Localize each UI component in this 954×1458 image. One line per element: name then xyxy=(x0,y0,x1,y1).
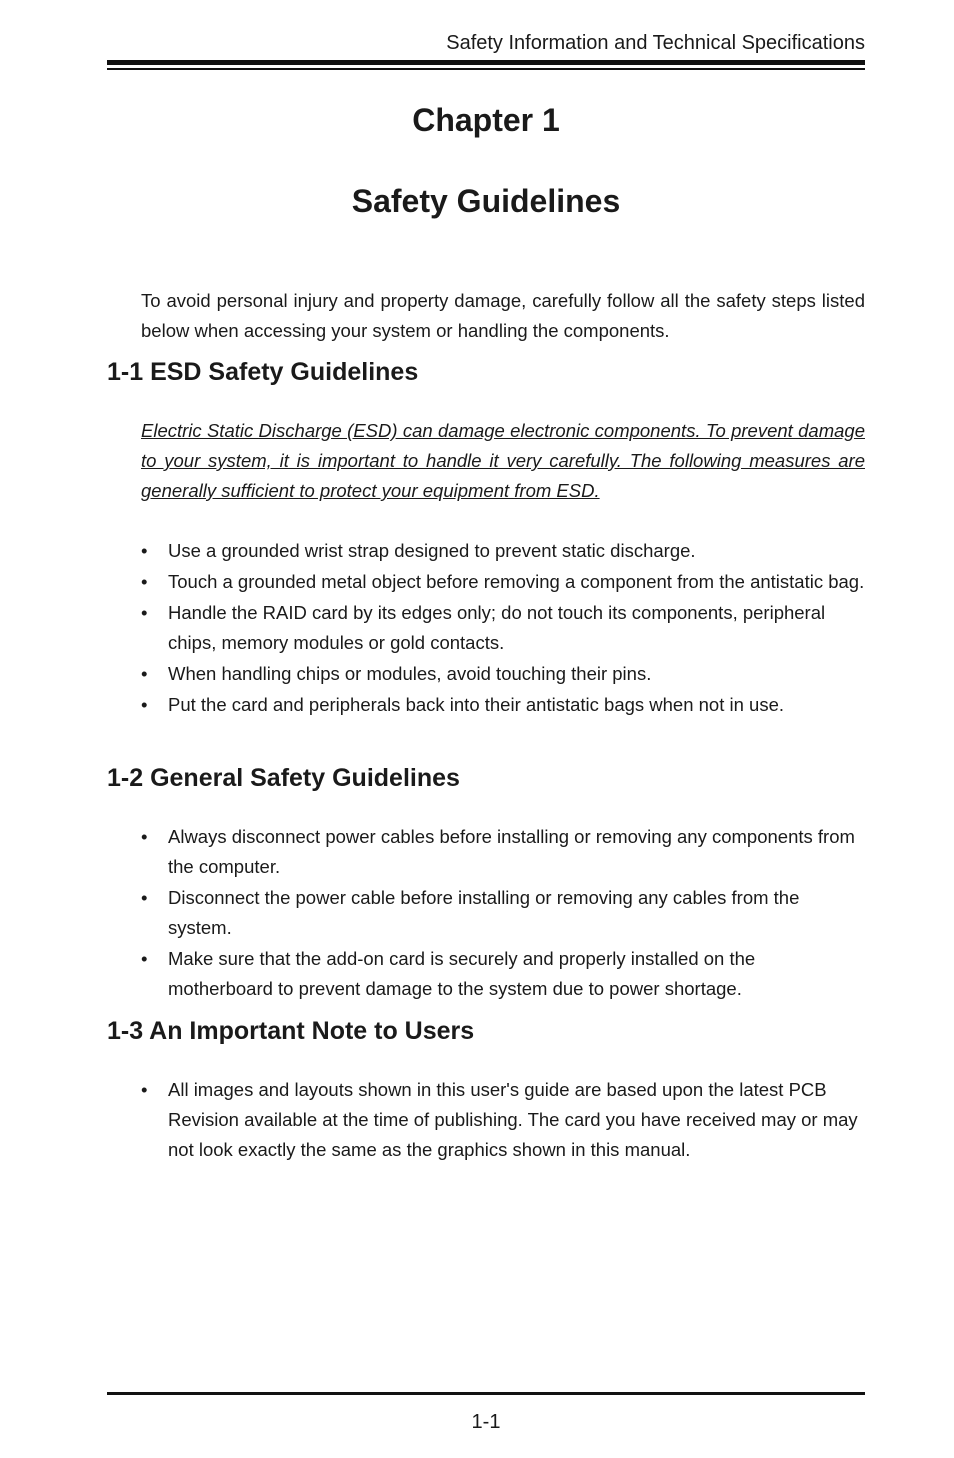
header-rule-thick xyxy=(107,60,865,65)
chapter-title: Safety Guidelines xyxy=(351,183,621,219)
list-item xyxy=(141,944,865,1004)
list-item xyxy=(141,567,865,597)
esd-bullet-list xyxy=(141,536,865,721)
bullet-icon: • xyxy=(141,1079,148,1100)
list-item-text: Put the card and peripherals back into their antistatic bags when not in use. xyxy=(168,694,785,715)
list-item-text: Use a grounded wrist strap designed to prevent static discharge. xyxy=(168,540,696,561)
bullet-icon: • xyxy=(141,948,148,969)
section-heading-esd: 1-1 ESD Safety Guidelines xyxy=(107,358,419,386)
bullet-icon: • xyxy=(141,887,148,908)
list-item-text: When handling chips or modules, avoid touching their pins. xyxy=(168,663,652,684)
footer-rule xyxy=(107,1392,865,1395)
page-number: 1-1 xyxy=(471,1411,501,1433)
note-bullet-list xyxy=(141,1075,865,1166)
section-heading-note: 1-3 An Important Note to Users xyxy=(107,1017,475,1045)
bullet-icon: • xyxy=(141,826,148,847)
bullet-icon: • xyxy=(141,663,148,684)
bullet-icon: • xyxy=(141,540,148,561)
list-item-text: Handle the RAID card by its edges only; do not touch its components, peripheral chips, memory modules or gold contacts. xyxy=(168,602,826,653)
bullet-icon: • xyxy=(141,571,148,592)
intro-paragraph: To avoid personal injury and property damage, carefully follow all the safety steps listed below when accessing your system or handling the components. xyxy=(141,290,865,341)
general-bullet-list xyxy=(141,822,865,1005)
esd-caution-note: Electric Static Discharge (ESD) can damage electronic components. To prevent damage to your system, it is important to handle it very carefully. The following measures are generally sufficient to protect your equipment from ESD. xyxy=(141,420,865,501)
list-item-text: Disconnect the power cable before installing or removing any cables from the system. xyxy=(168,887,800,938)
bullet-icon: • xyxy=(141,694,148,715)
list-item-text: Touch a grounded metal object before removing a component from the antistatic bag. xyxy=(168,571,865,592)
running-header: Safety Information and Technical Specifications xyxy=(446,32,865,54)
chapter-number: Chapter 1 xyxy=(412,102,560,138)
header-rule-thin xyxy=(107,68,865,70)
list-item xyxy=(141,536,865,566)
list-item xyxy=(141,690,865,720)
list-item xyxy=(141,822,865,882)
list-item xyxy=(141,598,865,658)
list-item-text: Make sure that the add-on card is securely and properly installed on the motherboard to prevent damage to the system due to power shortage. xyxy=(168,948,756,999)
section-heading-general: 1-2 General Safety Guidelines xyxy=(107,764,460,792)
list-item xyxy=(141,659,865,689)
list-item-text: Always disconnect power cables before installing or removing any components from the computer. xyxy=(168,826,855,877)
list-item xyxy=(141,883,865,943)
bullet-icon: • xyxy=(141,602,148,623)
list-item-text: All images and layouts shown in this user's guide are based upon the latest PCB Revision available at the time of publishing. The card you have received may or may not look exactly the same as the graphics shown in this manual. xyxy=(168,1079,858,1160)
list-item xyxy=(141,1075,865,1165)
